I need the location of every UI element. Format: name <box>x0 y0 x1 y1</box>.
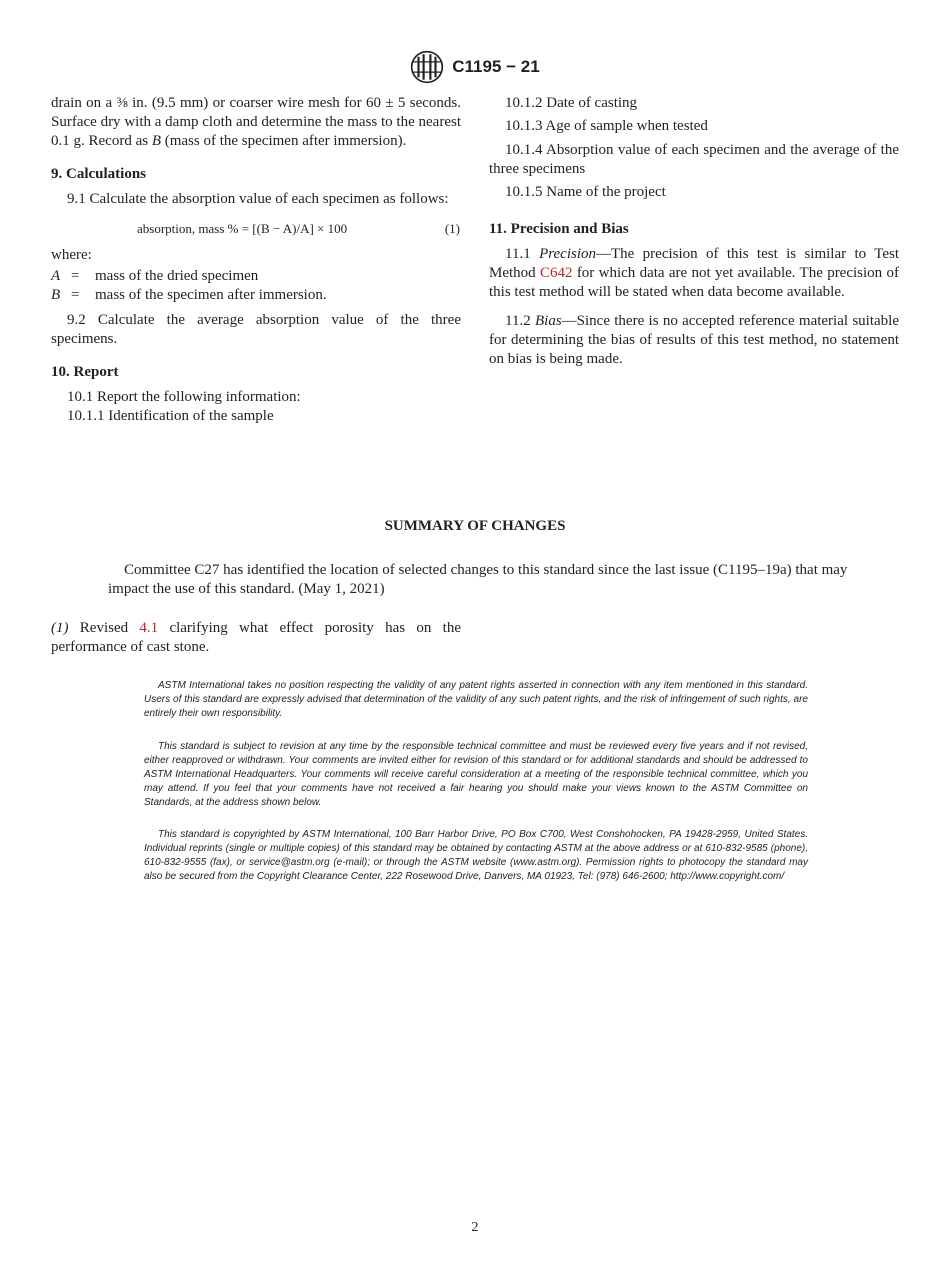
equation-number: (1) <box>444 221 460 236</box>
page-number: 2 <box>471 1220 479 1235</box>
definition-a: A = mass of the dried specimen <box>51 268 259 284</box>
paragraph-10-1: 10.1 Report the following information: <box>67 389 301 405</box>
where-label: where: <box>51 247 92 263</box>
page-header <box>0 50 950 84</box>
definition-b: B = mass of the specimen after immersion. <box>51 287 327 303</box>
paragraph-10-1-1: 10.1.1 Identification of the sample <box>67 408 274 424</box>
c642-link[interactable]: C642 <box>539 265 573 281</box>
section-9-heading: 9. Calculations <box>51 166 147 182</box>
document-id: C1195 − 21 <box>452 57 540 76</box>
right-column <box>489 94 899 369</box>
section-10-heading: 10. Report <box>51 364 119 380</box>
paragraph-10-1-5: 10.1.5 Name of the project <box>505 184 666 200</box>
summary-of-changes-title: SUMMARY OF CHANGES <box>384 518 566 534</box>
section-11-heading: 11. Precision and Bias <box>489 221 629 237</box>
section-4-1-link[interactable]: 4.1 <box>139 620 159 636</box>
variable-definitions <box>51 267 461 305</box>
continuation-paragraph: drain on a ⅜ in. (9.5 mm) or coarser wire mesh for 60 ± 5 seconds. Surface dry with a damp cloth and determine the mass to the nearest 0.1 g. Record as B (mass of the specimen after immersion). <box>51 95 461 149</box>
paragraph-11-1: 11.1 Precision—The precision of this test is similar to Test Method C642 for which data are not yet available. The precision of this test method will be stated when data become available. <box>489 246 900 300</box>
paragraph-9-2: 9.2 Calculate the average absorption value of the three specimens. <box>51 312 461 347</box>
change-item: (1) Revised 4.1 clarifying what effect porosity has on the performance of cast stone. <box>51 620 461 655</box>
paragraph-10-1-3: 10.1.3 Age of sample when tested <box>505 118 708 134</box>
left-column <box>51 94 461 426</box>
copyright-notice: This standard is copyrighted by ASTM International, 100 Barr Harbor Drive, PO Box C700, West Conshohocken, PA 19428-2959, United States. Individual reprints (single or multiple copies) of this standard may be obtained by contacting ASTM at the above address or at 610-832-9585 (phone), 610-832-9555 (fax), or service@astm.org (e-mail); or through the ASTM website (www.astm.org). Permission rights to photocopy the standard may also be secured from the Copyright Clearance Center, 222 Rosewood Drive, Danvers, MA 01923, Tel: (978) 646-2600; http://www.copyright.com/ <box>144 829 808 882</box>
equation-1 <box>51 219 461 238</box>
summary-intro: Committee C27 has identified the location of selected changes to this standard since the last issue (C1195–19a) that may impact the use of this standard. (May 1, 2021) <box>108 562 848 597</box>
revision-notice: This standard is subject to revision at any time by the responsible technical committee and must be reviewed every five years and if not revised, either reapproved or withdrawn. Your comments are invited either for revision of this standard or for additional standards and should be addressed to ASTM International Headquarters. Your comments will receive careful consideration at a meeting of the responsible technical committee, which you may attend. If you feel that your comments have not received a fair hearing you should make your views known to the ASTM Committee on Standards, at the address shown below. <box>144 741 808 808</box>
astm-logo-icon <box>410 50 444 84</box>
paragraph-10-1-4: 10.1.4 Absorption value of each specimen and the average of the three specimens <box>489 142 899 177</box>
equation-body: absorption, mass % = [(B − A)/A] × 100 <box>137 221 348 236</box>
paragraph-10-1-2: 10.1.2 Date of casting <box>505 95 638 111</box>
paragraph-11-2: 11.2 Bias—Since there is no accepted reference material suitable for determining the bias of results of this test method, no statement on bias is being made. <box>489 313 899 367</box>
patent-notice: ASTM International takes no position respecting the validity of any patent rights asserted in connection with any item mentioned in this standard. Users of this standard are expressly advised that determination of the validity of any such patent rights, and the risk of infringement of such rights, are entirely their own responsibility. <box>144 680 808 719</box>
paragraph-9-1: 9.1 Calculate the absorption value of each specimen as follows: <box>67 191 449 207</box>
